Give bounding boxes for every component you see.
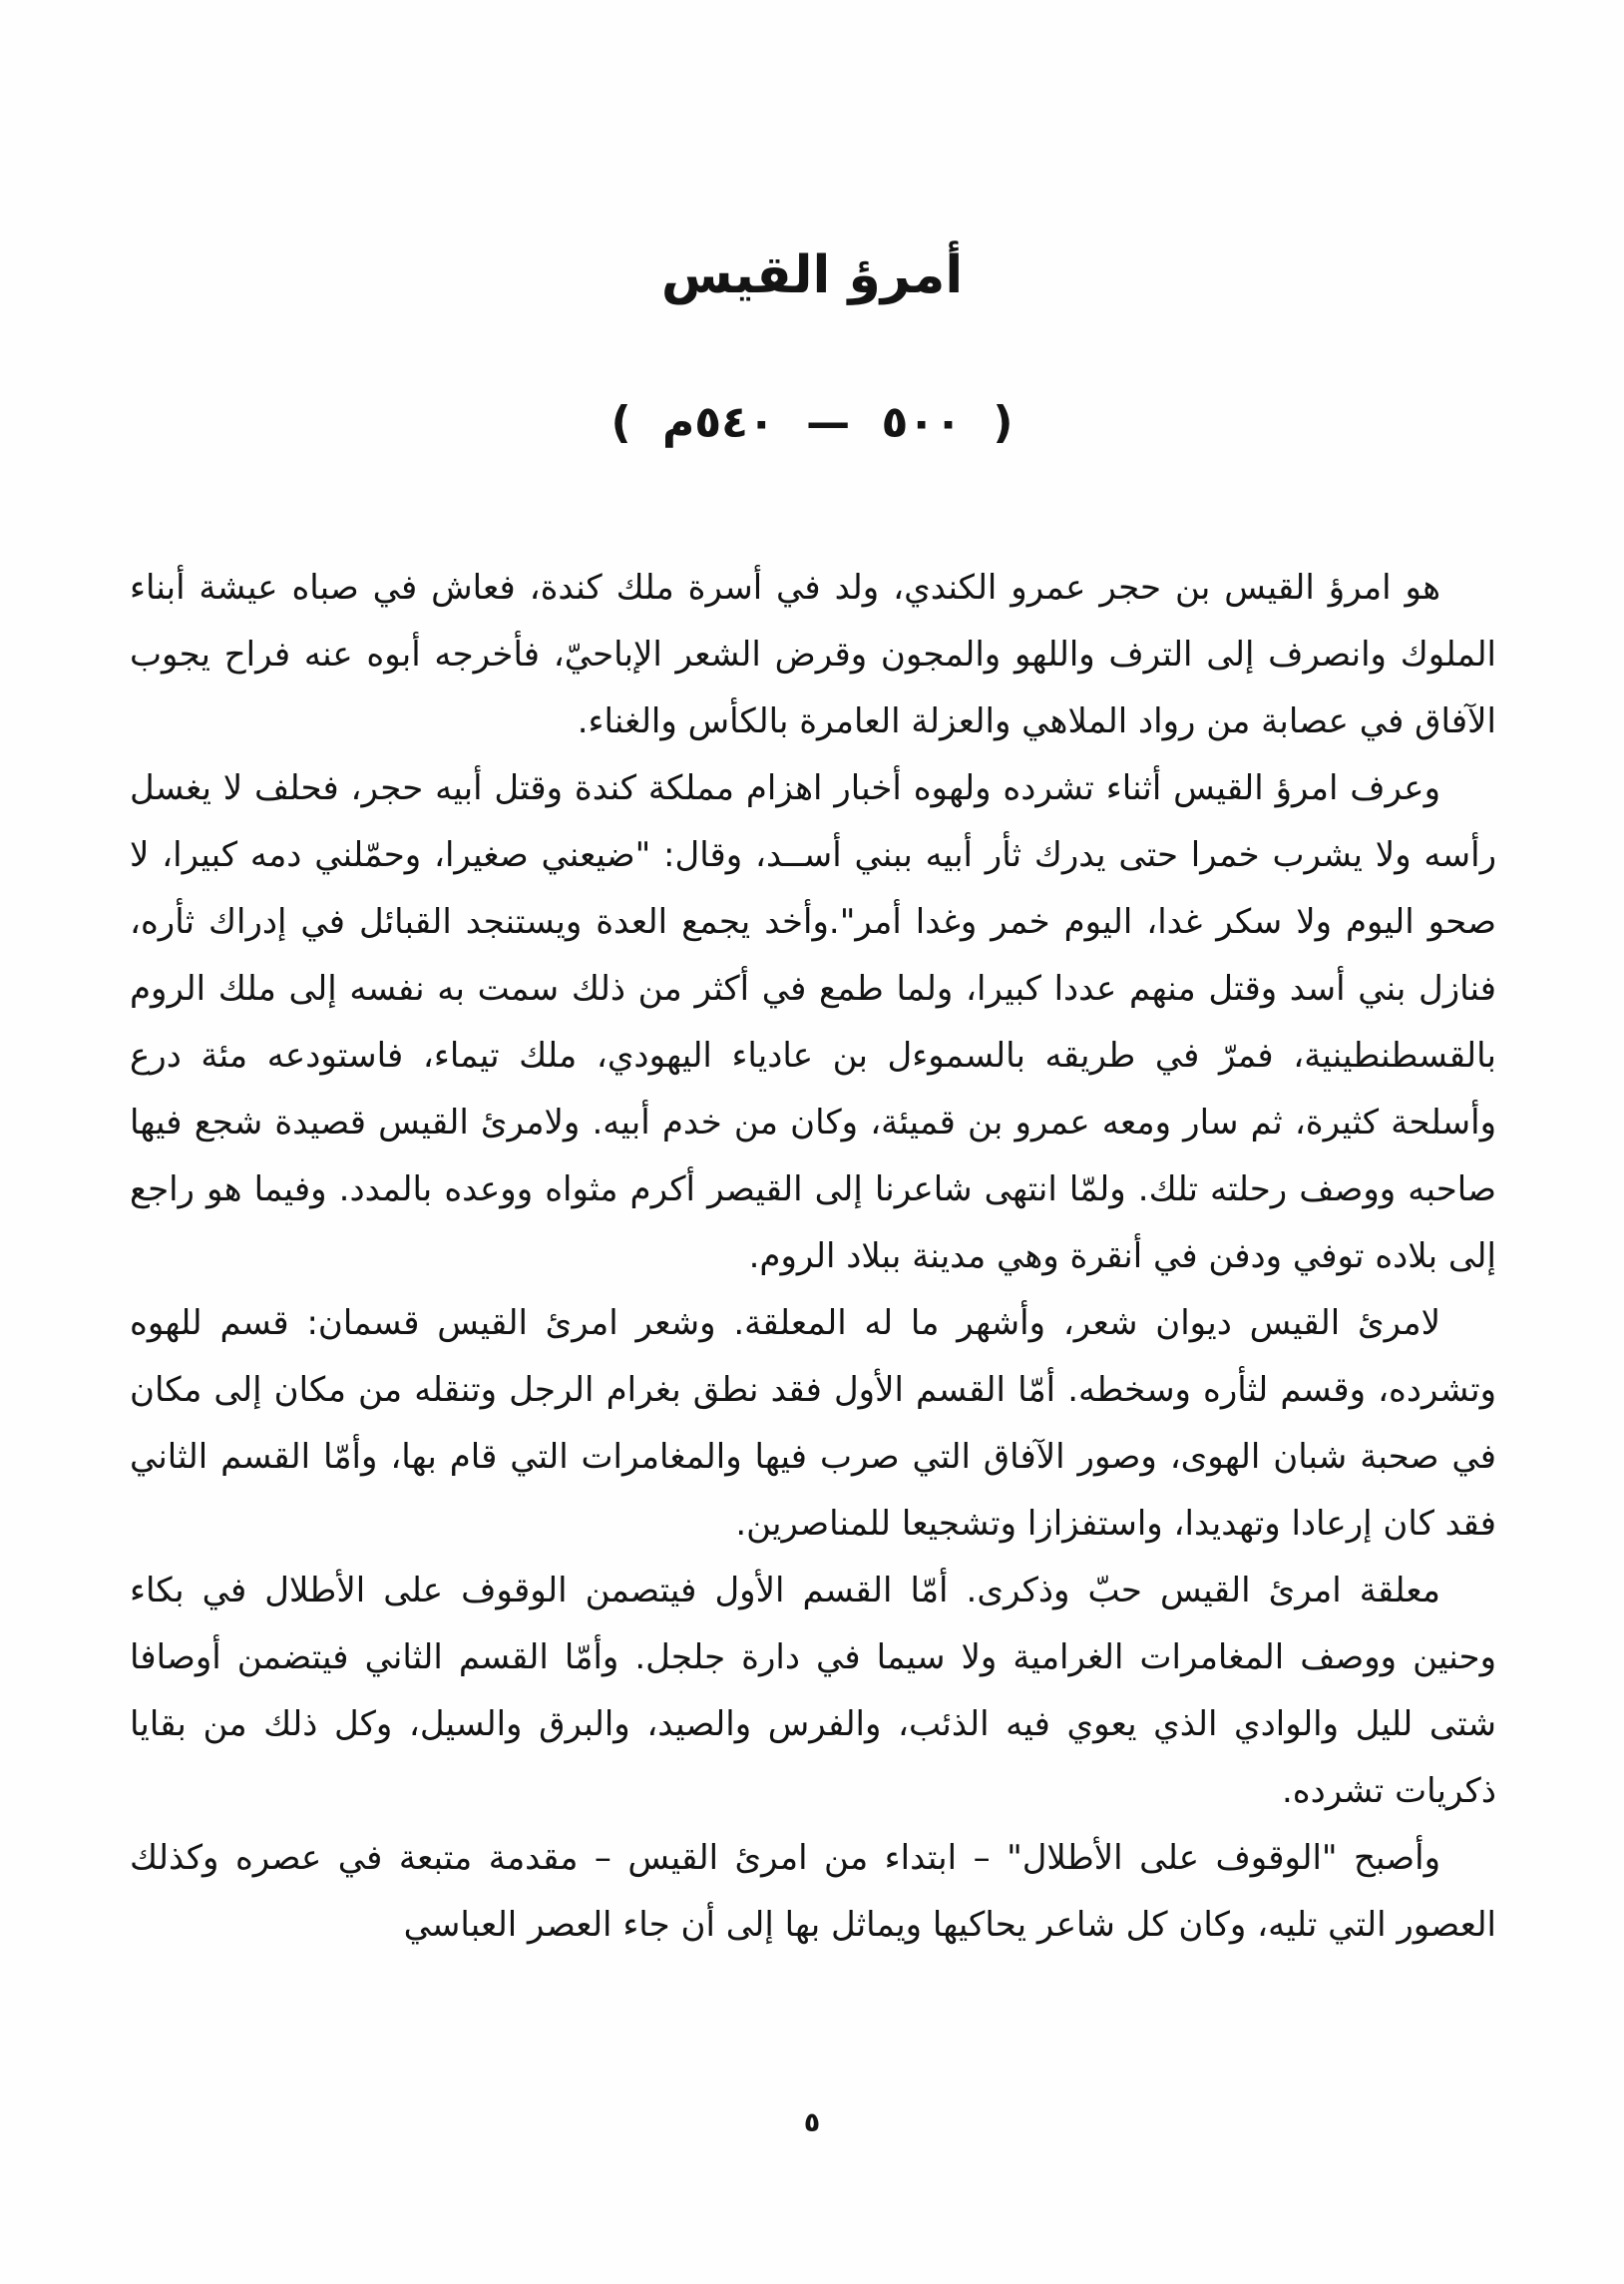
page-title: أمرؤ القيس: [660, 245, 964, 305]
date-range: ( ٥٠٠ — ٥٤٠م ): [610, 397, 1014, 448]
paragraph-revenge-journey: وعرف امرؤ القيس أثناء تشرده ولهوه أخبار اهزام مملكة كندة وقتل أبيه حجر، فحلف لا يغسل رأسه ولا يشرب خمرا حتى يدرك ثأر أبيه ببني أســد، وقال: "ضيعني صغيرا، وحمّلني دمه كبيرا، لا صحو اليوم ولا سكر غدا، اليوم خمر وغدا أمر".وأخد يجمع العدة ويستنجد القبائل في إدراك ثأره، فنازل بني أسد وقتل منهم عددا كبيرا، ولما طمع في أكثر من ذلك سمت به نفسه إلى ملك الروم بالقسطنطينية، فمرّ في طريقه بالسموءل بن عادياء اليهودي، ملك تيماء، فاستودعه مئة درع وأسلحة كثيرة، ثم سار ومعه عمرو بن قميئة، وكان من خدم أبيه. ولامرئ القيس قصيدة شجع فيها صاحبه ووصف رحلته تلك. ولمّا انتهى شاعرنا إلى القيصر أكرم مثواه ووعده بالمدد. وفيما هو راجع إلى بلاده توفي ودفن في أنقرة وهي مدينة ببلاد الروم.: [130, 768, 1496, 1276]
paragraph-muallaqa: معلقة امرئ القيس حبّ وذكرى. أمّا القسم الأول فيتصمن الوقوف على الأطلال في بكاء وحنين ووصف المغامرات الغرامية ولا سيما في دارة جلجل. وأمّا القسم الثاني فيتضمن أوصافا شتى لليل والوادي الذي يعوي فيه الذئب، والفرس والصيد، والبرق والسيل، وكل ذلك من بقايا ذكريات تشرده.: [130, 1571, 1496, 1811]
paragraph-legacy: وأصبح "الوقوف على الأطلال" – ابتداء من امرئ القيس – مقدمة متبعة في عصره وكذلك العصور التي تليه، وكان كل شاعر يحاكيها ويماثل بها إلى أن جاء العصر العباسي: [130, 1838, 1496, 1945]
article-body: [130, 555, 1496, 1959]
paragraph-diwan-two-parts: لامرئ القيس ديوان شعر، وأشهر ما له المعلقة. وشعر امرئ القيس قسمان: قسم للهوه وتشرده، وقسم لثأره وسخطه. أمّا القسم الأول فقد نطق بغرام الرجل وتنقله من مكان إلى مكان في صحبة شبان الهوى، وصور الآفاق التي صرب فيها والمغامرات التي قام بها، وأمّا القسم الثاني فقد كان إرعادا وتهديدا، واستفزازا وتشجيعا للمناصرين.: [130, 1303, 1496, 1544]
paragraph-biography: هو امرؤ القيس بن حجر عمرو الكندي، ولد في أسرة ملك كندة، فعاش في صباه عيشة أبناء الملوك وانصرف إلى الترف واللهو والمجون وقرض الشعر الإباحيّ، فأخرجه أبوه عنه فراح يجوب الآفاق في عصابة من رواد الملاهي والعزلة العامرة بالكأس والغناء.: [130, 568, 1496, 741]
page-number: ٥: [803, 2107, 821, 2138]
